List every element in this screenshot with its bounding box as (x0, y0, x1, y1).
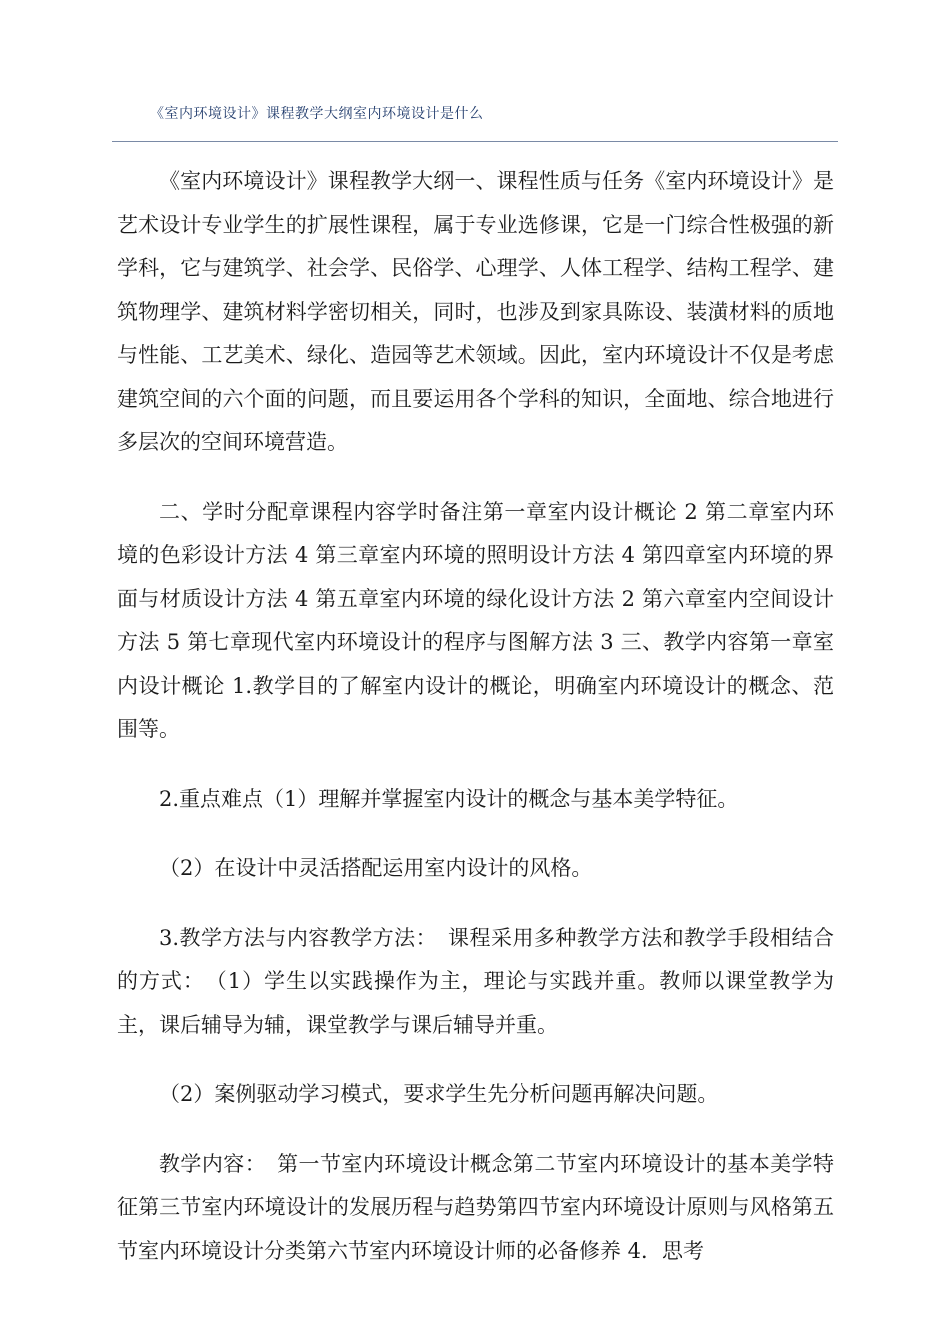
paragraph-course-nature: 《室内环境设计》课程教学大纲一、课程性质与任务《室内环境设计》是艺术设计专业学生的扩展性课程，属于专业选修课，它是一门综合性极强的新学科，它与建筑学、社会学、民俗学、心理学、人体工程学、结构工程学、建筑物理学、建筑材料学密切相关，同时，也涉及到家具陈设、装潢材料的质地与性能、工艺美术、绿化、造园等艺术领域。因此，室内环境设计不仅是考虑建筑空间的六个面的问题，而且要运用各个学科的知识，全面地、综合地进行多层次的空间环境营造。 (117, 169, 834, 454)
paragraph-teaching-content: 教学内容： 第一节室内环境设计概念第二节室内环境设计的基本美学特征第三节室内环境设计的发展历程与趋势第四节室内环境设计原则与风格第五节室内环境设计分类第六节室内环境设计师的必备修养 4．思考 (117, 1151, 834, 1263)
document-body (117, 160, 834, 1299)
paragraph-key-points: 2.重点难点（1）理解并掌握室内设计的概念与基本美学特征。 (159, 786, 739, 811)
header-divider (112, 141, 838, 142)
running-header: 《室内环境设计》课程教学大纲室内环境设计是什么 (150, 106, 484, 122)
paragraph-key-points-2: （2）在设计中灵活搭配运用室内设计的风格。 (159, 856, 593, 880)
paragraph-hours-allocation: 二、学时分配章课程内容学时备注第一章室内设计概论 2 第二章室内环境的色彩设计方法 4 第三章室内环境的照明设计方法 4 第四章室内环境的界面与材质设计方法 4 第五章室内环境的绿化设计方法 2 第六章室内空间设计方法 5 第七章现代室内环境设计的程序与图解方法 3 三、教学内容第一章室内设计概论 1.教学目的了解室内设计的概论，明确室内环境设计的概念、范围等。 (117, 499, 834, 741)
paragraph-case-driven: （2）案例驱动学习模式，要求学生先分析问题再解决问题。 (159, 1082, 719, 1106)
paragraph-teaching-methods: 3.教学方法与内容教学方法： 课程采用多种教学方法和教学手段相结合的方式： （1）学生以实践操作为主，理论与实践并重。教师以课堂教学为主，课后辅导为辅，课堂教学与课后辅导并重。 (117, 925, 834, 1037)
